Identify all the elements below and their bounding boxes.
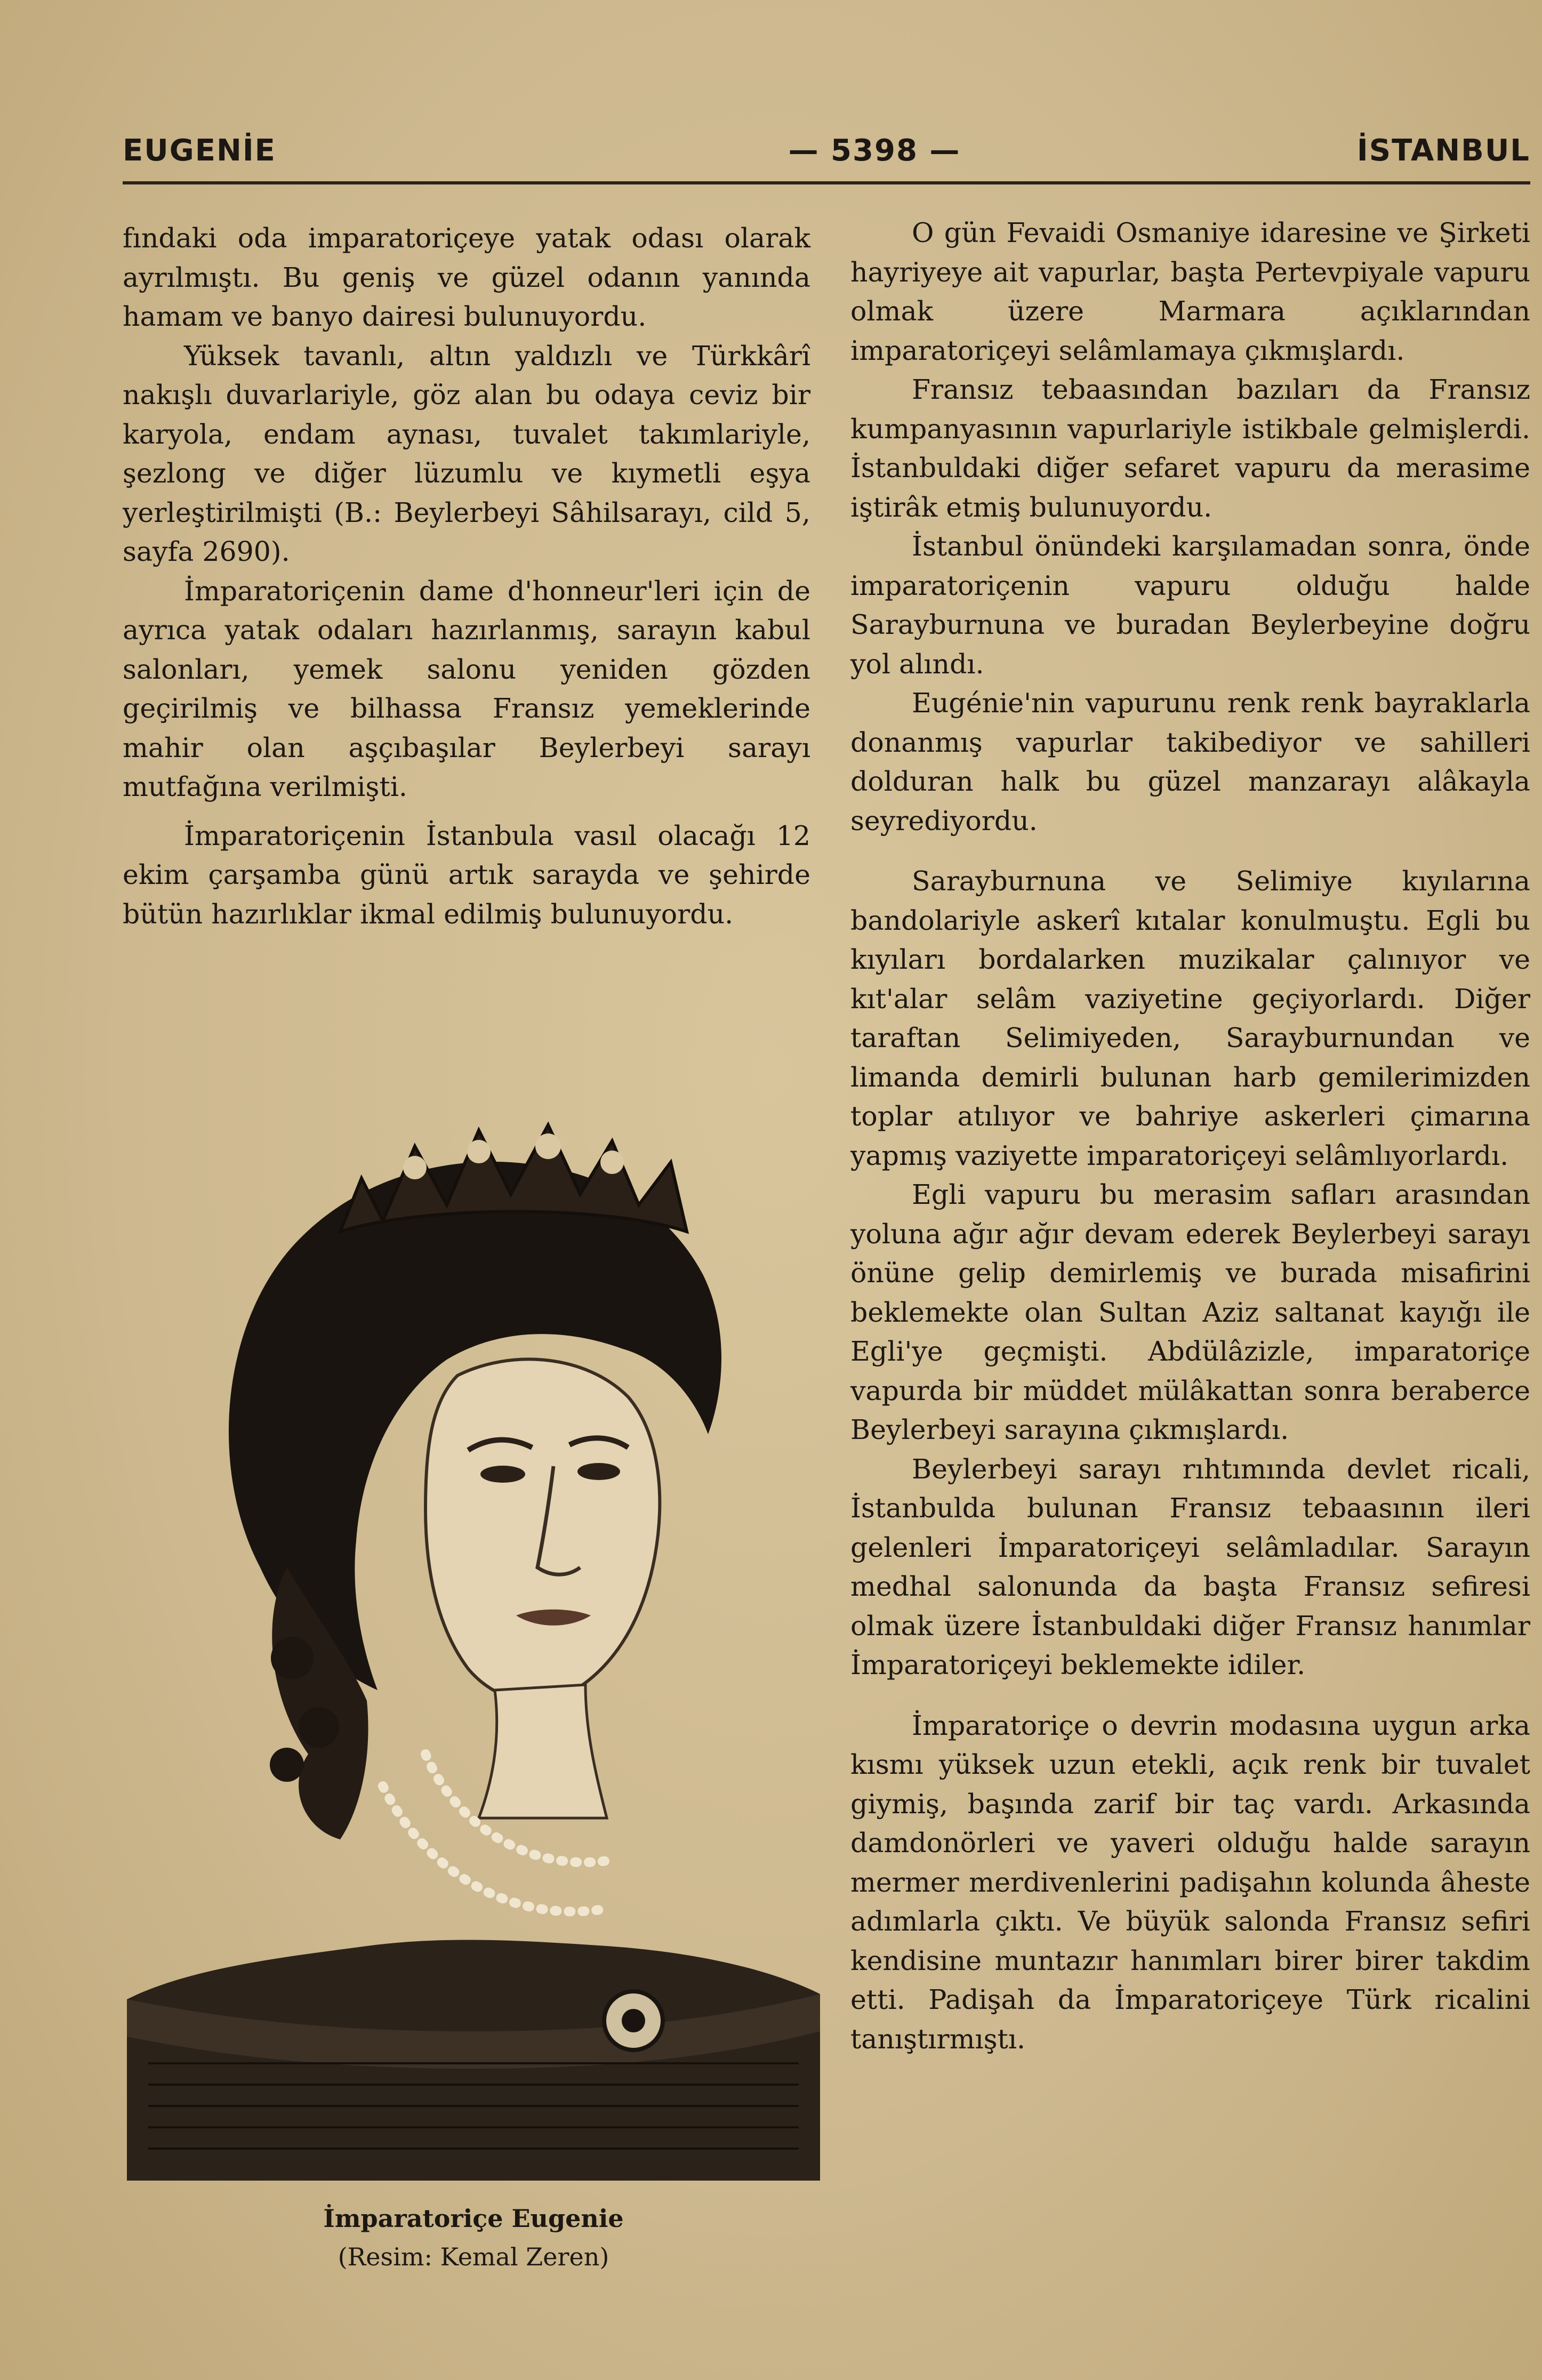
header-section-title: EUGENİE — [123, 133, 276, 168]
right-paragraph-8: İmparatoriçe o devrin modasına uygun arka kısmı yüksek uzun etekli, açık renk bir tuvalet giymiş, başında zarif bir taç vardı. Arkasında damdonörleri ve yaveri olduğu halde sarayın mermer merdivenlerini padişahın kolunda âheste adımlarla çıktı. Ve büyük salonda Fransız sefiri kendisine muntazır hanımları birer birer takdim etti. Padişah da İmparatoriçeye Türk ricalini tanıştırmıştı. — [850, 1709, 1530, 2055]
page-number: — 5398 — — [788, 133, 961, 168]
right-paragraph-2: Fransız tebaasından bazıları da Fransız kumpanyasının vapurlariyle istikbale gelmişlerdi. İstanbuldaki diğer sefaret vapuru da merasime iştirâk etmiş bulunuyordu. — [850, 374, 1530, 523]
right-text-column — [850, 213, 1530, 2059]
left-paragraph-4: İmparatoriçenin İstanbula vasıl olacağı 12 ekim çarşamba günü artık sarayda ve şehirde bütün hazırlıklar ikmal edilmiş bulunuyordu. — [123, 819, 810, 930]
right-paragraph-1: O gün Fevaidi Osmaniye idaresine ve Şirketi hayriyeye ait vapurlar, başta Pertevpiyale vapuru olmak üzere Marmara açıklarından imparatoriçeyi selâmlamaya çıkmışlardı. — [850, 217, 1530, 366]
right-paragraph-6: Egli vapuru bu merasim safları arasından yoluna ağır ağır devam ederek Beylerbeyi sarayı önüne gelip demirlemiş ve burada misafirini beklemekte olan Sultan Aziz saltanat kayığı ile Egli'ye geçmişti. Abdülâzizle, imparatoriçe vapurda bir müddet mülâkattan sonra beraberce Beylerbeyi sarayına çıkmışlardı. — [850, 1179, 1530, 1445]
right-paragraph-5: Sarayburnuna ve Selimiye kıyılarına bandolariyle askerî kıtalar konulmuştu. Egli bu kıyıları bordalarken muzikalar çalınıyor ve kıt'alar selâm vaziyetine geçiyorlardı. Diğer taraftan Selimiyeden, Sarayburnundan ve limanda demirli bulunan harb gemilerimizden toplar atılıyor ve bahriye askerleri çimarına yapmış vaziyette imparatoriçeyi selâmlıyorlardı. — [850, 865, 1530, 1171]
right-paragraph-4: Eugénie'nin vapurunu renk renk bayraklarla donanmış vapurlar takibediyor ve sahilleri dolduran halk bu güzel manzarayı alâkayla seyrediyordu. — [850, 687, 1530, 837]
caption-title: İmparatoriçe Eugenie — [323, 2204, 624, 2233]
right-paragraph-7: Beylerbeyi sarayı rıhtımında devlet ricali, İstanbulda bulunan Fransız tebaasının ileri gelenleri İmparatoriçeyi selâmladılar. Sarayın medhal salonunda da başta Fransız sefiresi olmak üzere İstanbuldaki diğer Fransız hanımlar İmparatoriçeyi beklemekte idiler. — [850, 1453, 1530, 1681]
caption-credit: (Resim: Kemal Zeren) — [338, 2242, 609, 2271]
page-header — [123, 128, 1530, 176]
figure-caption — [127, 2199, 820, 2276]
right-paragraph-3: İstanbul önündeki karşılamadan sonra, önde imparatoriçenin vapuru olduğu halde Sarayburnuna ve buradan Beylerbeyine doğru yol alındı. — [850, 530, 1530, 680]
portrait-illustration — [127, 954, 820, 2181]
header-rule — [123, 181, 1530, 184]
left-paragraph-3: İmparatoriçenin dame d'honneur'leri için de ayrıca yatak odaları hazırlanmış, sarayın kabul salonları, yemek salonu yeniden gözden geçirilmiş ve bilhassa Fransız yemeklerinde mahir olan aşçıbaşılar Beylerbeyi sarayı mutfağına verilmişti. — [123, 575, 810, 802]
left-text-column — [123, 219, 810, 934]
left-paragraph-1: fındaki oda imparatoriçeye yatak odası olarak ayrılmıştı. Bu geniş ve güzel odanın yanında hamam ve banyo dairesi bulunuyordu. — [123, 222, 810, 332]
left-paragraph-2: Yüksek tavanlı, altın yaldızlı ve Türkkârî nakışlı duvarlariyle, göz alan bu odaya ceviz bir karyola, endam aynası, tuvalet takımlariyle, şezlong ve diğer lüzumlu ve kıymetli eşya yerleştirilmişti (B.: Beylerbeyi Sâhilsarayı, cild 5, sayfa 2690). — [123, 340, 810, 567]
header-publication-title: İSTANBUL — [1356, 133, 1530, 168]
